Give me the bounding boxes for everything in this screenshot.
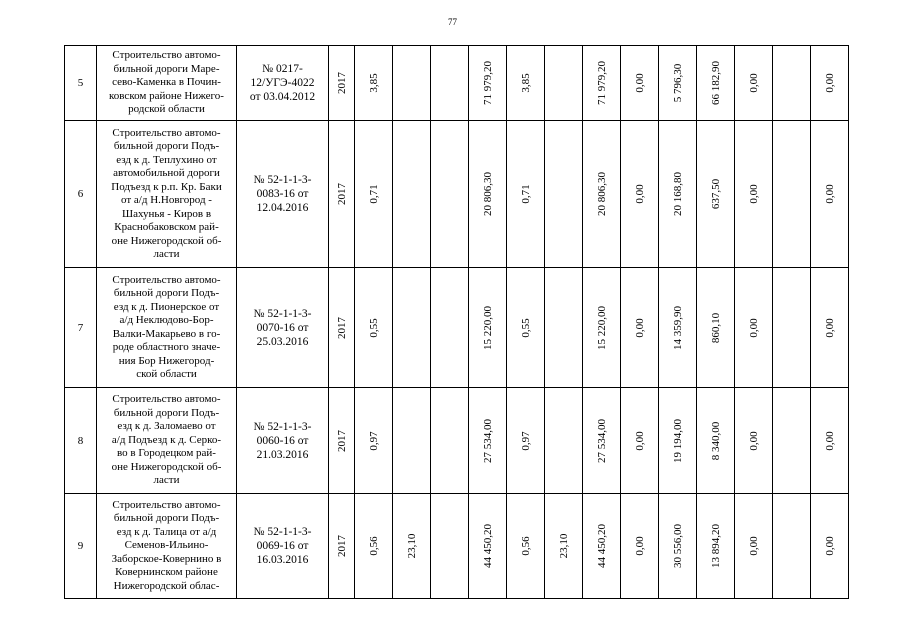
length-cell <box>355 121 393 268</box>
project-name-line: оне Нижегородской об- <box>111 234 222 247</box>
project-name-line: Строительство автомо- <box>112 273 221 286</box>
length-cell <box>355 494 393 599</box>
value5-cell-text: 0,00 <box>823 536 836 556</box>
value1-cell <box>621 121 659 268</box>
cost-cell <box>469 268 507 388</box>
value4-cell <box>735 121 773 268</box>
project-name <box>97 121 237 268</box>
value3-cell-text: 8 340,00 <box>709 421 722 460</box>
length-cell-text: 0,55 <box>367 317 380 338</box>
value3-cell <box>697 46 735 121</box>
project-name-line: езд к д. Талица от а/д <box>116 525 217 538</box>
extra-length-cell <box>393 268 431 388</box>
length-cell <box>355 268 393 388</box>
empty-cell <box>431 388 469 494</box>
length-cell-text: 3,85 <box>367 73 380 93</box>
cost-cell-text: 71 979,20 <box>481 61 494 105</box>
length-cell <box>355 46 393 121</box>
value3-cell <box>697 494 735 599</box>
value3-cell <box>697 388 735 494</box>
page-number: 77 <box>448 17 457 27</box>
project-name-line: Строительство автомо- <box>112 393 221 406</box>
project-name-line: бильной дороги Подъ- <box>113 140 220 152</box>
document-line: № 52-1-1-3- <box>253 307 312 320</box>
value1-cell <box>621 494 659 599</box>
year-cell-text: 2017 <box>335 535 348 557</box>
document-line: № 52-1-1-3- <box>253 526 312 538</box>
length2-cell-text: 0,56 <box>519 536 532 556</box>
empty2-cell <box>773 494 811 599</box>
cost2-cell <box>583 46 621 121</box>
extra-length2-cell <box>545 46 583 121</box>
value2-cell <box>659 268 697 388</box>
length-cell-text: 0,97 <box>367 430 380 451</box>
expertise-document <box>237 46 329 121</box>
document-line: № 52-1-1-3- <box>253 174 312 186</box>
cost2-cell-text: 71 979,20 <box>595 61 608 105</box>
row-number: 8 <box>65 388 97 494</box>
project-name-line: Краснобаковском рай- <box>114 221 219 233</box>
project-name-line: Подъезд к р.п. Кр. Баки <box>111 180 222 193</box>
year-cell <box>329 388 355 494</box>
cost-cell <box>469 494 507 599</box>
cost2-cell-text: 44 450,20 <box>595 524 608 568</box>
value3-cell-text: 860,10 <box>709 312 722 343</box>
length2-cell <box>507 121 545 268</box>
value5-cell <box>811 46 849 121</box>
project-name-line: во в Городецком рай- <box>117 447 216 460</box>
row-number: 5 <box>65 46 97 121</box>
value2-cell <box>659 388 697 494</box>
project-name <box>97 268 237 388</box>
cost2-cell-text: 15 220,00 <box>595 305 608 350</box>
value4-cell-text: 0,00 <box>747 184 760 204</box>
extra-length2-cell <box>545 121 583 268</box>
value4-cell <box>735 494 773 599</box>
row-number: 7 <box>65 268 97 388</box>
value4-cell <box>735 46 773 121</box>
year-cell <box>329 46 355 121</box>
expertise-document <box>237 121 329 268</box>
document-line: 12/УГЭ-4022 <box>250 77 315 89</box>
value1-cell-text: 0,00 <box>633 430 646 451</box>
project-name-line: ковском районе Нижего- <box>109 89 224 102</box>
empty2-cell <box>773 121 811 268</box>
value1-cell-text: 0,00 <box>633 73 646 93</box>
value2-cell-text: 5 796,30 <box>671 63 684 103</box>
project-name-line: автомобильной дороги <box>113 167 220 179</box>
document-line: 0060-16 от <box>256 434 309 447</box>
empty-cell <box>431 121 469 268</box>
extra-length-cell <box>393 121 431 268</box>
project-name-line: родской области <box>128 103 205 116</box>
cost-cell <box>469 121 507 268</box>
value4-cell-text: 0,00 <box>747 73 760 93</box>
project-name-line: Нижегородской облас- <box>113 579 220 592</box>
year-cell-text: 2017 <box>335 429 348 452</box>
empty-cell <box>431 494 469 599</box>
value5-cell <box>811 268 849 388</box>
value5-cell-text: 0,00 <box>823 184 836 204</box>
year-cell-text: 2017 <box>335 316 348 339</box>
value1-cell <box>621 388 659 494</box>
project-name-line: Ковернинском районе <box>115 566 218 579</box>
cost2-cell-text: 27 534,00 <box>595 418 608 463</box>
value4-cell-text: 0,00 <box>747 536 760 556</box>
project-name <box>97 388 237 494</box>
cost-cell-text: 15 220,00 <box>481 305 494 350</box>
document-line: 0070-16 от <box>256 321 309 334</box>
cost-cell-text: 44 450,20 <box>481 524 494 568</box>
extra-length-cell <box>393 494 431 599</box>
project-name-line: а/д Неклюдово-Бор- <box>119 314 214 326</box>
document-line: 0069-16 от <box>256 540 309 552</box>
cost2-cell <box>583 388 621 494</box>
project-name-line: Шахунья - Киров в <box>121 207 212 220</box>
row-number: 6 <box>65 121 97 268</box>
length2-cell <box>507 268 545 388</box>
value3-cell <box>697 121 735 268</box>
project-name-line: а/д Подъезд к д. Серко- <box>111 433 222 446</box>
project-name-line: ния Бор Нижегород- <box>118 354 215 367</box>
value5-cell-text: 0,00 <box>823 317 836 338</box>
project-name-line: Валки-Макарьево в го- <box>112 327 221 340</box>
document-line: № 0217- <box>262 63 303 75</box>
cost-cell <box>469 46 507 121</box>
document-line: 12.04.2016 <box>256 202 309 214</box>
expertise-document <box>237 268 329 388</box>
project-name-line: езд к д. Теплухино от <box>116 153 217 166</box>
project-name-line: сево-Каменка в Почин- <box>112 76 221 89</box>
year-cell-text: 2017 <box>335 72 348 94</box>
project-name <box>97 46 237 121</box>
cost2-cell <box>583 268 621 388</box>
project-name-line: ласти <box>153 474 180 487</box>
project-name-line: Семенов-Ильино- <box>124 539 209 552</box>
empty2-cell <box>773 46 811 121</box>
length2-cell-text: 0,55 <box>519 317 532 338</box>
value3-cell-text: 66 182,90 <box>709 61 722 105</box>
project-name-line: бильной дороги Подъ- <box>113 287 220 299</box>
road-construction-table <box>64 45 849 599</box>
value2-cell-text: 20 168,80 <box>671 172 684 216</box>
expertise-document <box>237 388 329 494</box>
cost2-cell <box>583 121 621 268</box>
project-name-line: Строительство автомо- <box>112 49 221 62</box>
document-line: 16.03.2016 <box>256 554 309 566</box>
value5-cell <box>811 121 849 268</box>
empty2-cell <box>773 268 811 388</box>
extra-length2-cell-text: 23,10 <box>557 533 570 559</box>
project-name-line: от а/д Н.Новгород - <box>121 194 212 206</box>
length-cell-text: 0,71 <box>367 184 380 204</box>
project-name <box>97 494 237 599</box>
document-line: от 03.04.2012 <box>249 91 316 103</box>
value5-cell-text: 0,00 <box>823 430 836 451</box>
document-line: № 52-1-1-3- <box>253 420 312 433</box>
value1-cell <box>621 268 659 388</box>
empty-cell <box>431 46 469 121</box>
length2-cell <box>507 494 545 599</box>
document-line: 25.03.2016 <box>256 335 309 348</box>
empty2-cell <box>773 388 811 494</box>
cost-cell-text: 27 534,00 <box>481 418 494 463</box>
value5-cell <box>811 388 849 494</box>
table-row <box>65 121 849 268</box>
cost2-cell <box>583 494 621 599</box>
extra-length2-cell <box>545 494 583 599</box>
project-name-line: ласти <box>153 248 180 260</box>
extra-length2-cell <box>545 268 583 388</box>
length-cell <box>355 388 393 494</box>
value4-cell <box>735 268 773 388</box>
extra-length-cell <box>393 46 431 121</box>
project-name-line: ской области <box>136 368 197 380</box>
value2-cell-text: 19 194,00 <box>671 418 684 463</box>
empty-cell <box>431 268 469 388</box>
project-name-line: езд к д. Заломаево от <box>117 420 216 433</box>
value2-cell-text: 14 359,90 <box>671 305 684 350</box>
length2-cell-text: 0,97 <box>519 430 532 451</box>
year-cell-text: 2017 <box>335 183 348 205</box>
project-name-line: бильной дороги Подъ- <box>113 512 220 525</box>
value2-cell <box>659 46 697 121</box>
project-name-line: бильной дороги Маре- <box>113 62 220 75</box>
value3-cell-text: 13 894,20 <box>709 524 722 568</box>
length-cell-text: 0,56 <box>367 536 380 556</box>
length2-cell <box>507 388 545 494</box>
extra-length2-cell <box>545 388 583 494</box>
value3-cell <box>697 268 735 388</box>
extra-length-cell-text: 23,10 <box>405 533 418 559</box>
expertise-document <box>237 494 329 599</box>
row-number: 9 <box>65 494 97 599</box>
value2-cell-text: 30 556,00 <box>671 524 684 568</box>
document-line: 0083-16 от <box>256 188 309 200</box>
project-name-line: Строительство автомо- <box>112 126 221 139</box>
length2-cell-text: 3,85 <box>519 73 532 93</box>
value4-cell-text: 0,00 <box>747 317 760 338</box>
value1-cell <box>621 46 659 121</box>
value1-cell-text: 0,00 <box>633 536 646 556</box>
value5-cell-text: 0,00 <box>823 73 836 93</box>
table-row <box>65 494 849 599</box>
cost2-cell-text: 20 806,30 <box>595 172 608 216</box>
value1-cell-text: 0,00 <box>633 317 646 338</box>
document-line: 21.03.2016 <box>256 448 309 461</box>
project-name-line: Строительство автомо- <box>112 498 221 511</box>
cost-cell <box>469 388 507 494</box>
project-name-line: Заборское-Ковернино в <box>111 552 222 565</box>
cost-cell-text: 20 806,30 <box>481 172 494 216</box>
year-cell <box>329 268 355 388</box>
length2-cell <box>507 46 545 121</box>
year-cell <box>329 121 355 268</box>
project-name-line: роде областного значе- <box>112 341 221 353</box>
value4-cell <box>735 388 773 494</box>
value5-cell <box>811 494 849 599</box>
table-row <box>65 46 849 121</box>
value2-cell <box>659 121 697 268</box>
project-name-line: оне Нижегородской об- <box>111 460 222 473</box>
table-row <box>65 268 849 388</box>
extra-length-cell <box>393 388 431 494</box>
value2-cell <box>659 494 697 599</box>
value1-cell-text: 0,00 <box>633 184 646 204</box>
project-name-line: езд к д. Пионерское от <box>113 300 220 313</box>
project-name-line: бильной дороги Подъ- <box>113 406 220 419</box>
table-row <box>65 388 849 494</box>
value4-cell-text: 0,00 <box>747 430 760 451</box>
value3-cell-text: 637,50 <box>709 178 722 210</box>
length2-cell-text: 0,71 <box>519 184 532 204</box>
year-cell <box>329 494 355 599</box>
